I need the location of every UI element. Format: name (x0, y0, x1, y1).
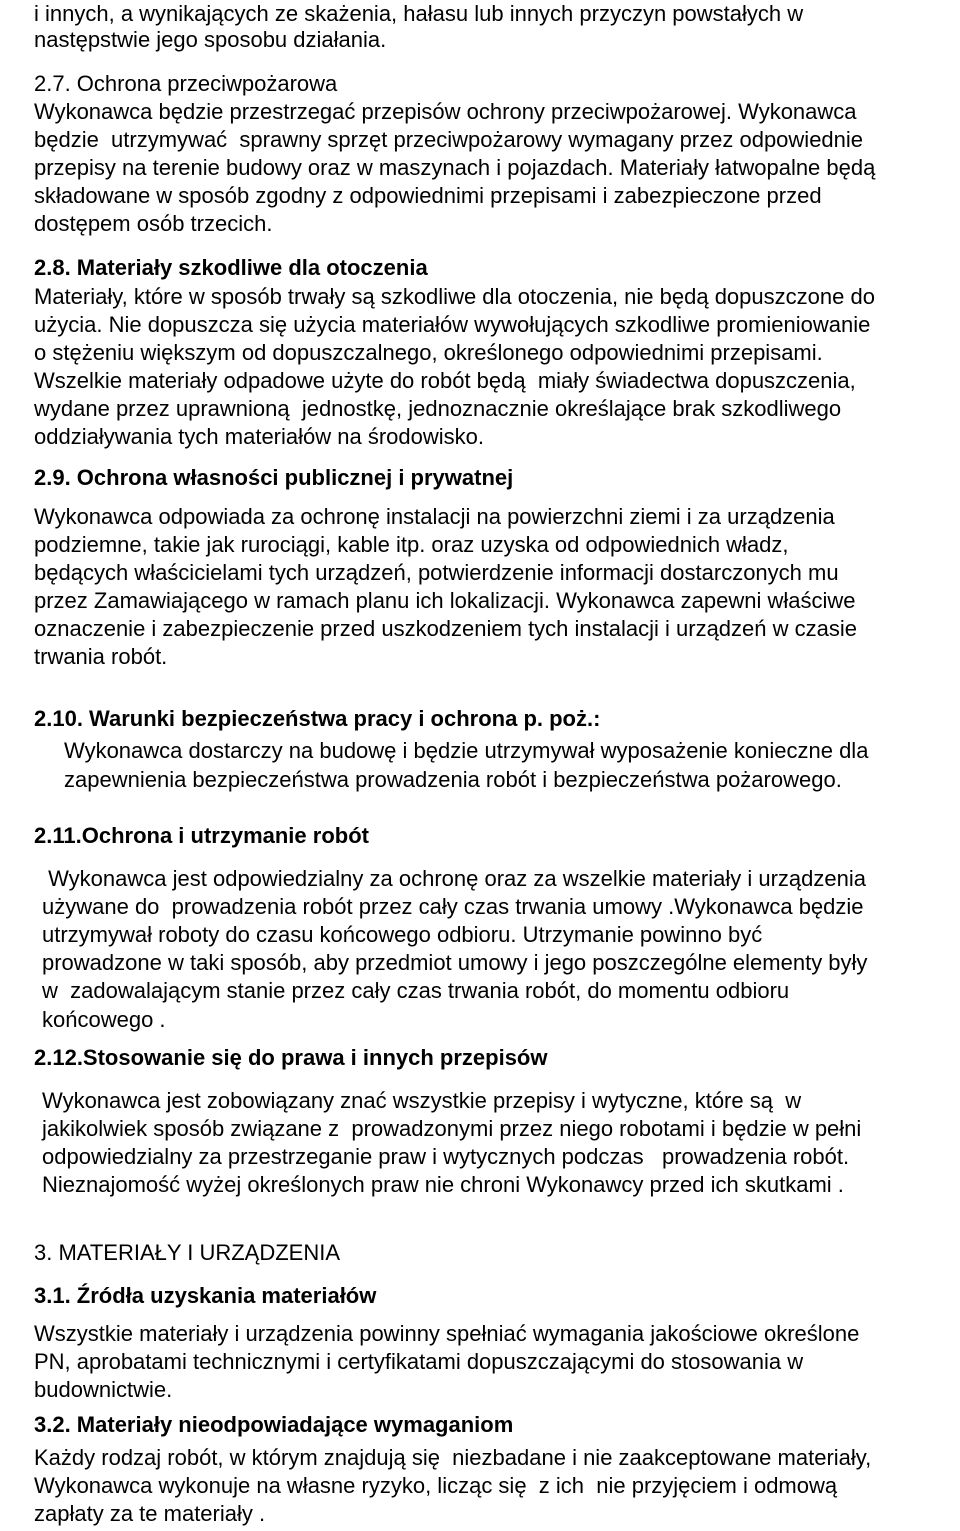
text-line: trwania robót. (34, 644, 168, 669)
text-line: utrzymywał roboty do czasu końcowego odbioru. Utrzymanie powinno być (42, 922, 763, 947)
text-line: składowane w sposób zgodny z odpowiednimi przepisami i zabezpieczone przed (34, 183, 822, 208)
text-line: oddziaływania tych materiałów na środowisko. (34, 424, 484, 449)
text-line: jakikolwiek sposób związane z prowadzonymi przez niego robotami i będzie w pełni (42, 1116, 862, 1141)
text-line: użycia. Nie dopuszcza się użycia materiałów wywołujących szkodliwe promieniowanie (34, 312, 871, 337)
text-line: i innych, a wynikających ze skażenia, hałasu lub innych przyczyn powstałych w (34, 1, 804, 26)
text-line: w zadowalającym stanie przez cały czas trwania robót, do momentu odbioru (42, 978, 790, 1003)
text-line: używane do prowadzenia robót przez cały czas trwania umowy .Wykonawca będzie (42, 894, 864, 919)
section-heading: 3.2. Materiały nieodpowiadające wymaganiom (34, 1412, 514, 1437)
text-line: Wszelkie materiały odpadowe użyte do robót będą miały świadectwa dopuszczenia, (34, 368, 856, 393)
section-heading: 2.10. Warunki bezpieczeństwa pracy i ochrona p. poż.: (34, 706, 601, 731)
text-line: Wykonawca odpowiada za ochronę instalacji na powierzchni ziemi i za urządzenia (34, 504, 835, 529)
text-line: PN, aprobatami technicznymi i certyfikatami dopuszczającymi do stosowania w (34, 1349, 804, 1374)
text-line: Wykonawca jest odpowiedzialny za ochronę oraz za wszelkie materiały i urządzenia (42, 866, 866, 891)
text-line: zapłaty za te materiały . (34, 1501, 266, 1526)
section-heading: 3.1. Źródła uzyskania materiałów (34, 1283, 377, 1308)
text-line: Wykonawca będzie przestrzegać przepisów ochrony przeciwpożarowej. Wykonawca (34, 99, 857, 124)
text-line: 3. MATERIAŁY I URZĄDZENIA (34, 1240, 341, 1265)
text-line: Materiały, które w sposób trwały są szkodliwe dla otoczenia, nie będą dopuszczone do (34, 284, 875, 309)
text-line: przez Zamawiającego w ramach planu ich lokalizacji. Wykonawca zapewni właściwe (34, 588, 856, 613)
text-line: następstwie jego sposobu działania. (34, 27, 387, 52)
text-line: podziemne, takie jak rurociągi, kable itp. oraz uzyska od odpowiednich władz, (34, 532, 789, 557)
text-line: Wykonawca jest zobowiązany znać wszystkie przepisy i wytyczne, które są w (42, 1088, 802, 1113)
text-line: Każdy rodzaj robót, w którym znajdują się niezbadane i nie zaakceptowane materiały, (34, 1445, 872, 1470)
text-line: oznaczenie i zabezpieczenie przed uszkodzeniem tych instalacji i urządzeń w czasie (34, 616, 857, 641)
text-line: Wszystkie materiały i urządzenia powinny spełniać wymagania jakościowe określone (34, 1321, 860, 1346)
text-line: odpowiedzialny za przestrzeganie praw i wytycznych podczas prowadzenia robót. (42, 1144, 850, 1169)
text-line: będzie utrzymywać sprawny sprzęt przeciwpożarowy wymagany przez odpowiednie (34, 127, 864, 152)
section-heading: 2.12.Stosowanie się do prawa i innych przepisów (34, 1045, 548, 1070)
text-line: o stężeniu większym od dopuszczalnego, określonego odpowiednimi przepisami. (34, 340, 823, 365)
text-line: budownictwie. (34, 1377, 173, 1402)
text-line: końcowego . (42, 1007, 166, 1032)
text-line: prowadzone w taki sposób, aby przedmiot umowy i jego poszczególne elementy były (42, 950, 868, 975)
text-line: wydane przez uprawnioną jednostkę, jednoznacznie określające brak szkodliwego (34, 396, 842, 421)
text-line: zapewnienia bezpieczeństwa prowadzenia robót i bezpieczeństwa pożarowego. (64, 767, 842, 792)
text-line: 2.7. Ochrona przeciwpożarowa (34, 71, 338, 96)
section-heading: 2.9. Ochrona własności publicznej i prywatnej (34, 465, 514, 490)
text-line: będących właścicielami tych urządzeń, potwierdzenie informacji dostarczonych mu (34, 560, 839, 585)
section-heading: 2.8. Materiały szkodliwe dla otoczenia (34, 255, 428, 280)
text-line: Wykonawca wykonuje na własne ryzyko, licząc się z ich nie przyjęciem i odmową (34, 1473, 838, 1498)
text-line: Wykonawca dostarczy na budowę i będzie utrzymywał wyposażenie konieczne dla (64, 738, 869, 763)
text-line: dostępem osób trzecich. (34, 211, 273, 236)
text-line: Nieznajomość wyżej określonych praw nie chroni Wykonawcy przed ich skutkami . (42, 1172, 844, 1197)
text-line: przepisy na terenie budowy oraz w maszynach i pojazdach. Materiały łatwopalne będą (34, 155, 876, 180)
section-heading: 2.11.Ochrona i utrzymanie robót (34, 823, 369, 848)
